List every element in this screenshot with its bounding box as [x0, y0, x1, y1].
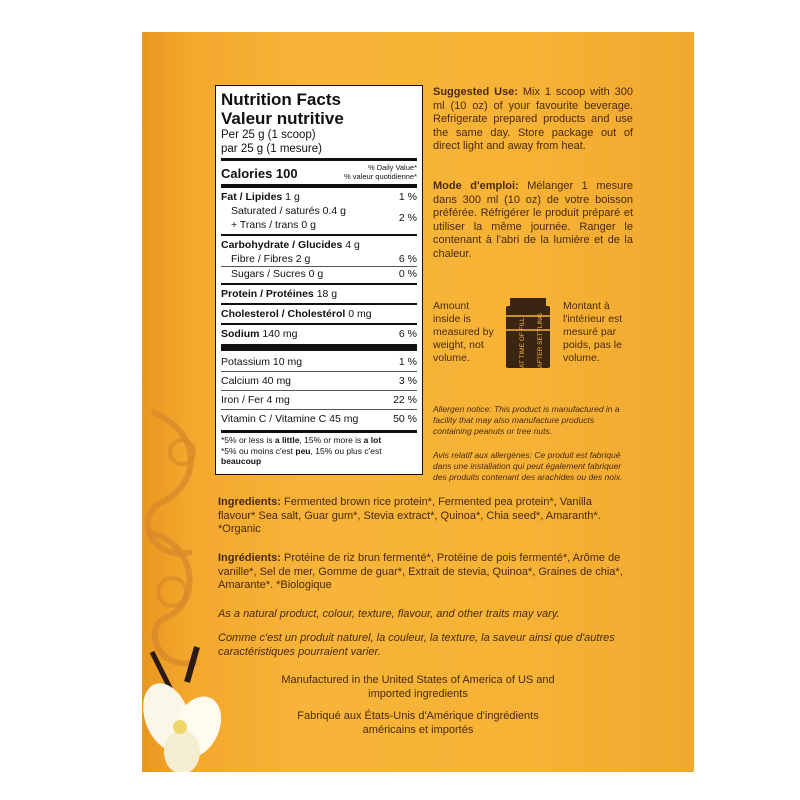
- serving-fr: par 25 g (1 mesure): [221, 143, 322, 155]
- label-settle: AFTER SETTLING: [537, 313, 544, 368]
- nutrient-row: Vitamin C / Vitamine C 45 mg 50 %: [221, 409, 417, 428]
- nutrient-row: Fat / Lipides 1 g 1 %: [221, 191, 417, 203]
- settling-note-en: Amount inside is measured by weight, not volume.: [433, 300, 494, 364]
- nutrient-row: Calcium 40 mg 3 %: [221, 371, 417, 390]
- ingredients-fr: Ingrédients: Protéine de riz brun fermenté*, Protéine de pois fermenté*, Arôme de vanille*, Sel de mer, Gomme de guar*, Extrait de stevia, Quinoa*, Graines de chia*, Amarante*. *Biologique: [218, 552, 623, 591]
- dv-header-en: % Daily Value*: [367, 163, 417, 172]
- natural-product-fr: Comme c'est un produit naturel, la couleur, la texture, la saveur ainsi que d'autres caractéristiques pourraient varier.: [218, 632, 615, 658]
- ingredients-en: Ingredients: Fermented brown rice protein*, Fermented pea protein*, Vanilla flavour* Sea salt, Guar gum*, Stevia extract*, Quinoa*, Chia seed*, Amaranth*. *Organic: [218, 496, 601, 535]
- mode-emploi: Mode d'emploi: Mélanger 1 mesure dans 300 ml (10 oz) de votre boisson préférée. Réfrigérer le produit préparé et utiliser la même journée. Ranger le contenant à l'abri de la lumière et de la chaleur.: [433, 180, 633, 260]
- dv-header-fr: % valeur quotidienne*: [344, 172, 417, 181]
- allergen-notice-fr: Avis relatif aux allergènes: Ce produit est fabriqué dans une installation qui peut également fabriquer des produits contenant des arachides ou des noix.: [433, 450, 623, 482]
- calories-row: [221, 163, 417, 181]
- allergen-notice-en: Allergen notice: This product is manufactured in a facility that may also manufacture products containing peanuts or tree nuts.: [433, 404, 620, 436]
- nutrition-title-en: Nutrition Facts: [221, 90, 341, 109]
- nutrient-row: Potassium 10 mg 1 %: [221, 356, 417, 368]
- manufactured-en: Manufactured in the United States of America of US and imported ingredients: [281, 674, 555, 700]
- vanilla-flower-icon: [142, 632, 222, 772]
- nutrient-row: Sugars / Sucres 0 g 0 %: [221, 266, 417, 281]
- nutrient-row: Fibre / Fibres 2 g 6 %: [231, 253, 417, 265]
- nutrient-row: Protein / Protéines 18 g: [221, 288, 338, 300]
- settling-diagram-icon: [500, 296, 560, 376]
- nutrition-facts-table: [215, 85, 423, 475]
- nutrient-row: Sodium 140 mg 6 %: [221, 328, 417, 340]
- calories-label: Calories 100: [221, 166, 298, 181]
- settling-note-fr: Montant à l'intérieur est mesuré par poids, pas le volume.: [563, 300, 623, 364]
- manufactured-fr: Fabriqué aux États-Unis d'Amérique d'ingrédients américains et importés: [297, 710, 539, 736]
- suggested-use: Suggested Use: Mix 1 scoop with 300 ml (10 oz) of your favourite beverage. Refrigerate prepared products and use the same day. Store package out of direct light and away from heat.: [433, 86, 633, 152]
- serving-en: Per 25 g (1 scoop): [221, 129, 316, 141]
- nutrient-row: Saturated / saturés 0.4 g + Trans / trans 0 g 2 %: [231, 205, 417, 231]
- nutrient-row: Cholesterol / Cholestérol 0 mg: [221, 308, 372, 320]
- nutrient-row: Carbohydrate / Glucides 4 g: [221, 239, 360, 251]
- nutrition-footnote: *5% or less is a little, 15% or more is a lot *5% ou moins c'est peu, 15% ou plus c'est beaucoup: [221, 435, 382, 466]
- nutrition-title-fr: Valeur nutritive: [221, 109, 344, 128]
- label-fill: AT TIME OF FILL: [519, 317, 526, 368]
- nutrient-row: Iron / Fer 4 mg 22 %: [221, 390, 417, 409]
- natural-product-en: As a natural product, colour, texture, flavour, and other traits may vary.: [218, 608, 560, 620]
